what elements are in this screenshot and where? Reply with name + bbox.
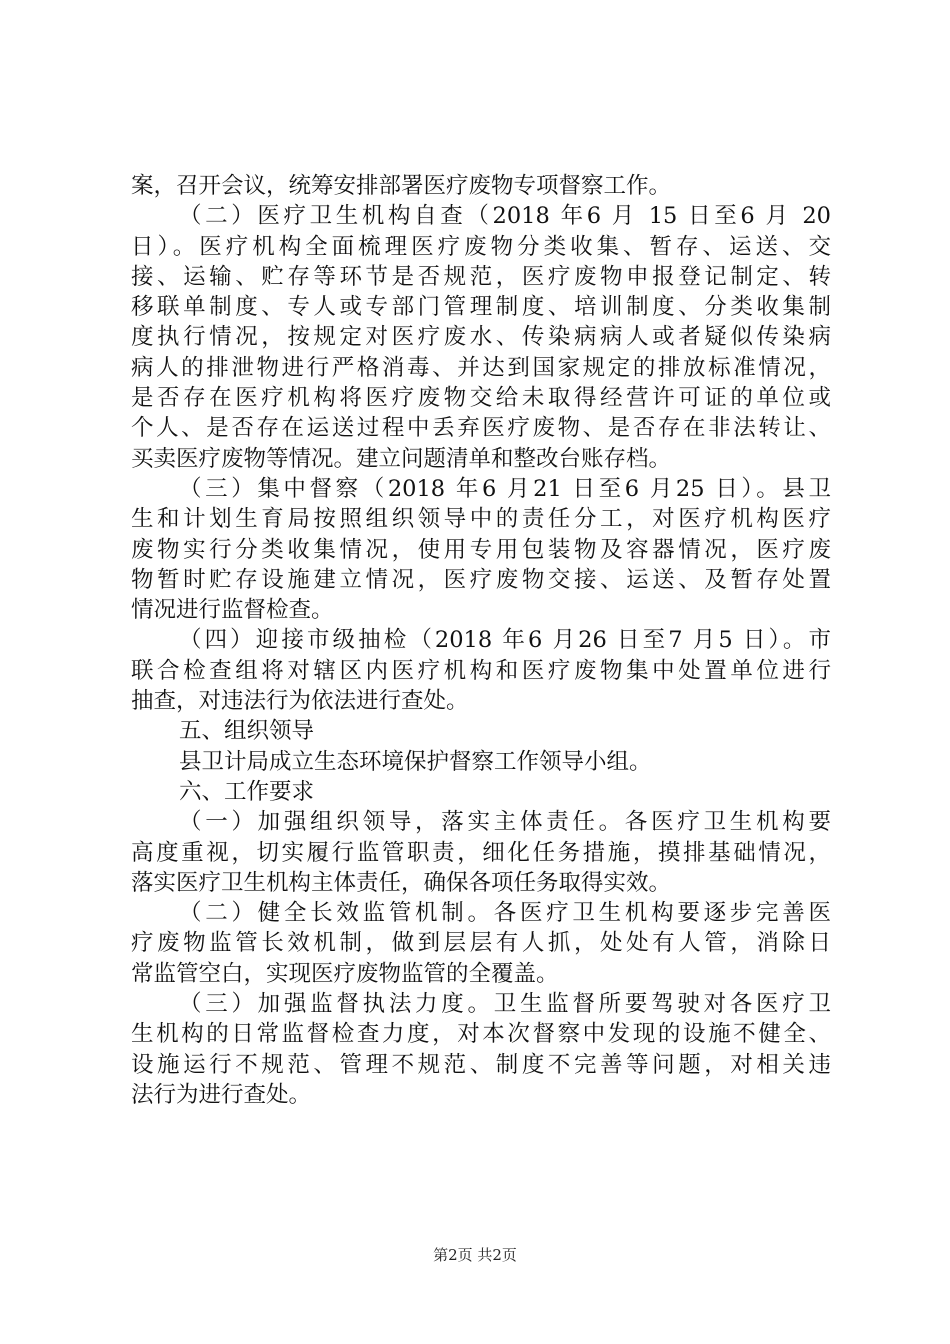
paragraph-first-line: （四）迎接市级抽检（2018 年6 月26 日至7 月5 日）。市 [179,627,831,654]
text-line: 疗废物监管长效机制，做到层层有人抓，处处有人管，消除日 [131,930,831,957]
text-line: 接、运输、贮存等环节是否规范，医疗废物申报登记制定、转 [131,263,831,290]
text-line: 联合检查组将对辖区内医疗机构和医疗废物集中处置单位进行 [131,657,831,684]
text-line: 日）。医疗机构全面梳理医疗废物分类收集、暂存、运送、交 [131,233,831,260]
text-line: 抽查，对违法行为依法进行查处。 [131,688,469,715]
text-line: 常监管空白，实现医疗废物监管的全覆盖。 [131,960,559,987]
text-line: 情况进行监督检查。 [131,597,334,624]
paragraph-first-line: （三）集中督察（2018 年6 月21 日至6 月25 日）。县卫 [179,475,831,502]
text-line: 案，召开会议，统筹安排部署医疗废物专项督察工作。 [131,173,672,199]
section-heading: 六、工作要求 [179,778,315,805]
text-line: 度执行情况，按规定对医疗废水、传染病病人或者疑似传染病 [131,324,831,351]
document-body [131,171,831,1110]
text-line: 设施运行不规范、管理不规范、制度不完善等问题，对相关违 [131,1051,831,1078]
text-line: 买卖医疗废物等情况。建立问题清单和整改台账存档。 [131,445,672,472]
paragraph-first-line: （二）医疗卫生机构自查（2018 年6 月 15 日至6 月 20 [179,203,831,230]
text-line: 高度重视，切实履行监管职责，细化任务措施，摸排基础情况， [131,839,831,866]
text-line: 个人、是否存在运送过程中丢弃医疗废物、是否存在非法转让、 [131,415,831,442]
text-line: 法行为进行查处。 [131,1081,312,1108]
text-line: 废物实行分类收集情况，使用专用包装物及容器情况，医疗废 [131,536,831,563]
section-heading: 五、组织领导 [179,718,315,745]
text-line: 物暂时贮存设施建立情况，医疗废物交接、运送、及暂存处置 [131,566,831,593]
text-line: 生和计划生育局按照组织领导中的责任分工，对医疗机构医疗 [131,506,831,533]
text-line: 病人的排泄物进行严格消毒、并达到国家规定的排放标准情况， [131,354,831,381]
paragraph-first-line: 县卫计局成立生态环境保护督察工作领导小组。 [179,748,652,775]
paragraph-first-line: （三）加强监督执法力度。卫生监督所要驾驶对各医疗卫 [179,991,831,1018]
text-line: 落实医疗卫生机构主体责任，确保各项任务取得实效。 [131,869,672,896]
text-line: 移联单制度、专人或专部门管理制度、培训制度、分类收集制 [131,294,831,321]
paragraph-first-line: （一）加强组织领导，落实主体责任。各医疗卫生机构要 [179,809,831,836]
text-line: 是否存在医疗机构将医疗废物交给未取得经营许可证的单位或 [131,385,831,412]
paragraph-first-line: （二）健全长效监管机制。各医疗卫生机构要逐步完善医 [179,900,831,927]
text-line: 生机构的日常监督检查力度，对本次督察中发现的设施不健全、 [131,1021,831,1048]
page-number-footer: 第2页 共2页 [433,1246,517,1264]
